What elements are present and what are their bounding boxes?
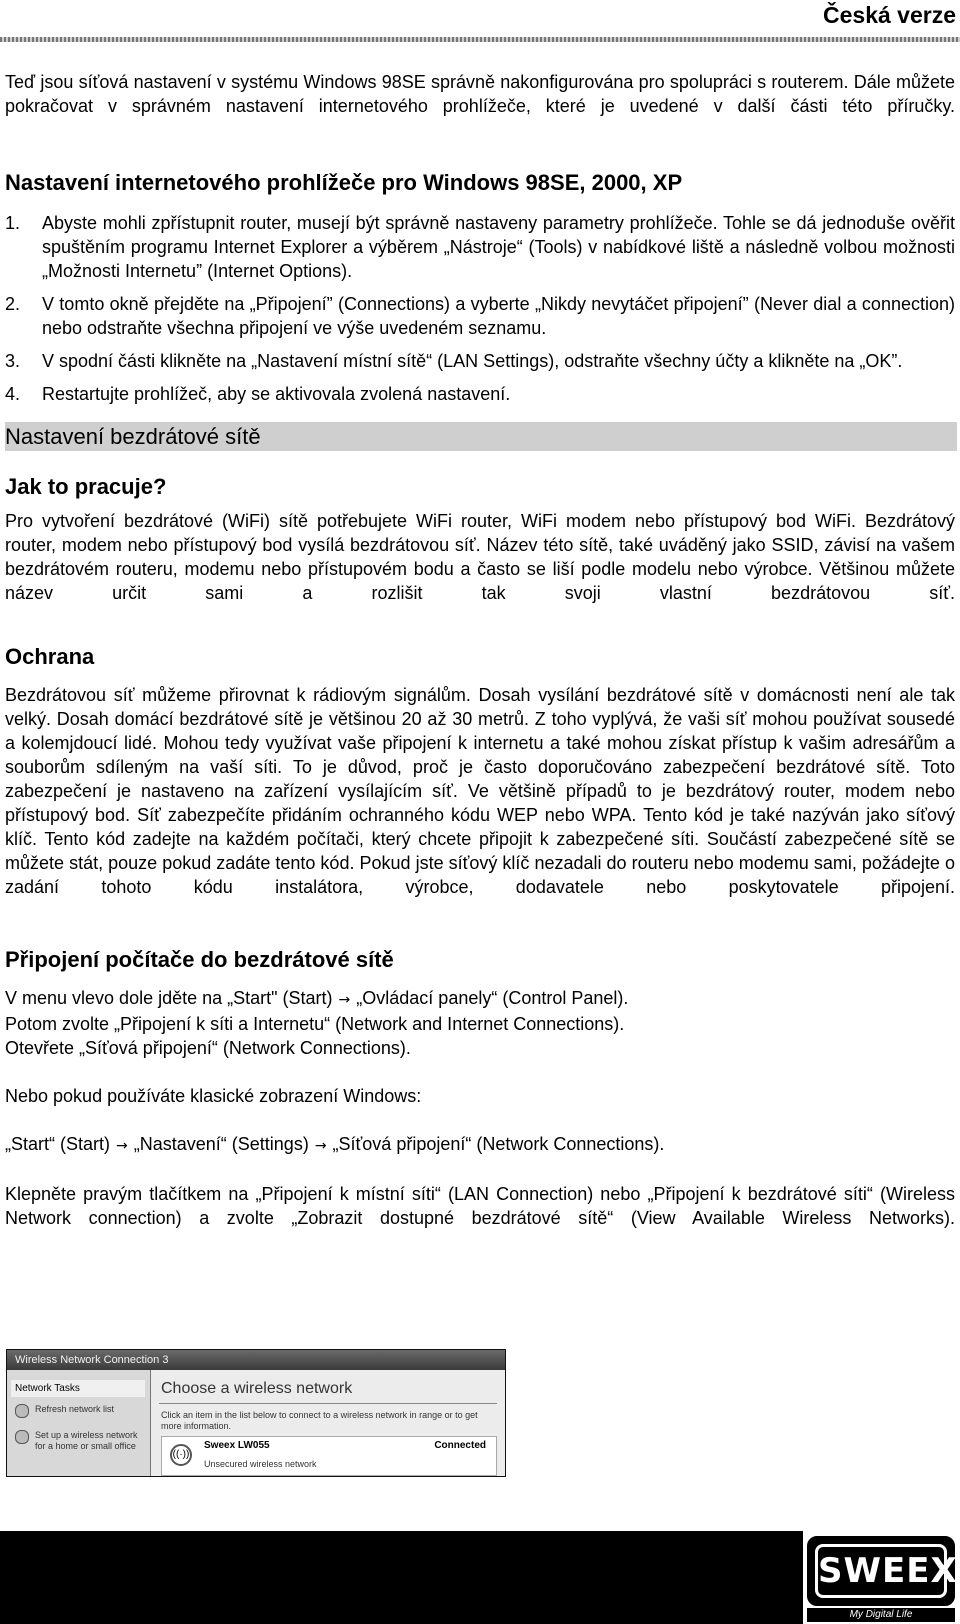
choose-network-title: Choose a wireless network [161,1380,353,1397]
footer-bar [0,1531,803,1624]
network-internet-line: Potom zvolte „Připojení k síti a Internetu“ (Network and Internet Connections). [5,1014,625,1034]
step-number: 1. [5,213,21,233]
protection-paragraph: Bezdrátovou síť můžeme přirovnat k rádiovým signálům. Dosah vysílání bezdrátové sítě v domácnosti není ale tak velký. Dosah domácí bezdrátové sítě je většinou 20 až 30 metrů. Z toho vyplývá, že vaši síť mohou používat sousedé a kolemjdoucí lidé. Mohou tedy využívat vaše připojení k internetu a také mohou získat přístup k vašim adresářům a souborům sdíleným na vaší síti. To je důvod, proč je často doporučováno zabezpečení bezdrátové sítě. Toto zabezpečení je nastaveno na zařízení vysílajícím síť. Ve většině případů to je bezdrátový router, modem nebo přístupový bod. Síť zabezpečíte přidáním ochranného kódu WEP nebo WPA. Tento kód je také nazýván jako síťový klíč. Tento kód zadejte na každém počítači, který chcete připojit k zabezpečené síti. Součástí zabezpečené sítě se můžete stát, pouze pokud zadáte tento kód. Pokud jste síťový klíč nezadali do routeru nebo modemu sami, požádejte o zadání tohoto kódu instalátora, výrobce, dodavatele nebo poskytovatele připojení. [5,685,955,897]
window-titlebar: Wireless Network Connection 3 [7,1350,505,1370]
logo-tagline: My Digital Life [807,1608,955,1622]
network-tasks-header: Network Tasks [11,1380,145,1397]
list-item [5,292,955,340]
list-item [5,349,955,373]
refresh-icon [15,1404,29,1418]
step-text: V spodní části klikněte na „Nastavení místní sítě“ (LAN Settings), odstraňte všechny účty a klikněte na „OK”. [42,351,903,371]
wireless-settings-heading: Nastavení bezdrátové sítě [5,422,957,451]
language-title: Česká verze [823,2,956,28]
wireless-signal-icon: ((·)) [170,1444,192,1466]
intro-paragraph: Teď jsou síťová nastavení v systému Windows 98SE správně nakonfigurována pro spolupráci s routerem. Dále můžete pokračovat v správném nastavení internetového prohlížeče, které je uvedené v další části této příručky. [5,72,955,116]
step-number: 4. [5,384,21,404]
connect-computer-heading: Připojení počítače do bezdrátové sítě [5,947,394,972]
control-panel-text: „Ovládací panely“ (Control Panel). [356,988,629,1008]
arrow-right-icon: → [116,1138,128,1154]
step-number: 2. [5,294,21,314]
arrow-right-icon: → [314,1138,327,1154]
path-network-connections: „Síťová připojení“ (Network Connections). [332,1134,665,1154]
classic-view-line: Nebo pokud používáte klasické zobrazení Windows: [5,1086,422,1106]
network-status: Connected [434,1440,486,1451]
how-it-works-heading: Jak to pracuje? [5,474,167,499]
refresh-task-label: Refresh network list [35,1404,115,1414]
content [5,70,955,1254]
network-tasks-panel [7,1370,151,1476]
network-connections-line: Otevřete „Síťová připojení“ (Network Connections). [5,1038,411,1058]
list-item [5,382,955,406]
browser-steps-list [5,211,955,406]
path-start: „Start“ (Start) [5,1134,111,1154]
arrow-right-icon: → [338,992,351,1008]
step-text: Restartujte prohlížeč, aby se aktivovala zvolená nastavení. [42,384,511,404]
classic-path-line [5,1132,955,1158]
network-name: Sweex LW055 [204,1440,270,1451]
logo-text: SWEEX [815,1544,947,1598]
browser-settings-heading: Nastavení internetového prohlížeče pro Windows 98SE, 2000, XP [5,170,683,195]
divider [159,1403,497,1404]
choose-network-panel [151,1370,505,1476]
header-rule [0,37,960,42]
start-menu-text: V menu vlevo dole jděte na „Start" (Start) [5,988,333,1008]
step-text: Abyste mohli zpřístupnit router, musejí být správně nastaveny parametry prohlížeče. Tohle se dá jednoduše ověřit spuštěním programu Internet Explorer a výběrem „Nástroje“ (Tools) v nabídkové liště a následně volbou možnosti „Možnosti Internetu” (Internet Options). [42,213,955,281]
refresh-task [15,1404,114,1418]
network-security: Unsecured wireless network [204,1459,317,1469]
wireless-setup-icon [15,1430,29,1444]
setup-task-label: Set up a wireless network for a home or small office [35,1430,138,1451]
start-menu-line [5,986,955,1012]
choose-network-description: Click an item in the list below to connect to a wireless network in range or to get more information. [161,1410,478,1431]
right-click-paragraph: Klepněte pravým tlačítkem na „Připojení k místní síti“ (LAN Connection) nebo „Připojení k bezdrátové síti“ (Wireless Network connection) a zvolte „Zobrazit dostupné bezdrátové sítě“ (View Available Wireless Networks). [5,1184,955,1228]
wireless-networks-screenshot [6,1349,506,1477]
sweex-logo [803,1531,960,1624]
network-list-item [161,1436,497,1476]
path-settings: „Nastavení“ (Settings) [133,1134,309,1154]
step-text: V tomto okně přejděte na „Připojení” (Connections) a vyberte „Nikdy nevytáčet připojení” (Never dial a connection) nebo odstraňte všechna připojení ve výše uvedeném seznamu. [42,294,955,338]
protection-heading: Ochrana [5,644,95,669]
step-number: 3. [5,351,21,371]
setup-task [15,1430,143,1452]
logo-box [807,1536,958,1606]
list-item [5,211,955,283]
how-it-works-paragraph: Pro vytvoření bezdrátové (WiFi) sítě potřebujete WiFi router, WiFi modem nebo přístupový bod WiFi. Bezdrátový router, modem nebo přístupový bod vysílá bezdrátovou síť. Název této sítě, také uváděný jako SSID, závisí na vašem bezdrátovém routeru, modemu nebo přístupovém bodu a často se liší podle modelu nebo výrobce. Většinou můžete název určit sami a rozlišit tak svoji vlastní bezdrátovou síť. [5,511,955,603]
